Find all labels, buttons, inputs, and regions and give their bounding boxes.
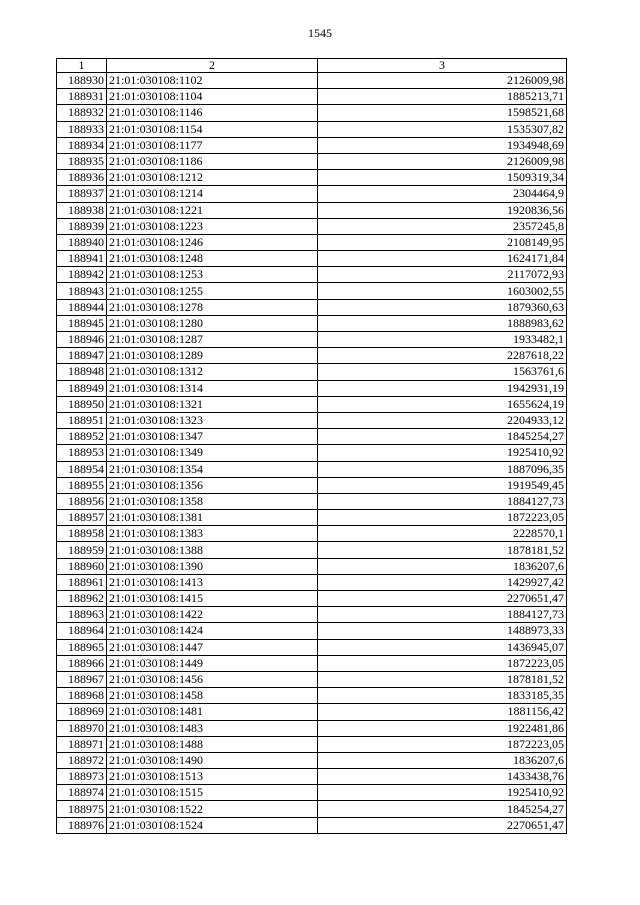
- cadastral-number-cell: 21:01:030108:1388: [107, 542, 318, 558]
- cadastral-value-cell: 1887096,35: [318, 461, 567, 477]
- cadastral-number-cell: 21:01:030108:1483: [107, 720, 318, 736]
- cadastral-value-cell: 1934948,69: [318, 137, 567, 153]
- cadastral-number-cell: 21:01:030108:1381: [107, 510, 318, 526]
- row-number-cell: 188975: [57, 801, 107, 817]
- table-row: [57, 526, 567, 542]
- cadastral-number-cell: 21:01:030108:1104: [107, 89, 318, 105]
- header-row: [57, 59, 567, 73]
- cadastral-value-cell: 1925410,92: [318, 445, 567, 461]
- table-row: [57, 105, 567, 121]
- cadastral-number-cell: 21:01:030108:1449: [107, 655, 318, 671]
- cadastral-value-cell: 2126009,98: [318, 73, 567, 89]
- cadastral-number-cell: 21:01:030108:1287: [107, 332, 318, 348]
- cadastral-value-cell: 1884127,73: [318, 607, 567, 623]
- table-row: [57, 332, 567, 348]
- table-row: [57, 73, 567, 89]
- row-number-cell: 188953: [57, 445, 107, 461]
- row-number-cell: 188971: [57, 736, 107, 752]
- cadastral-value-cell: 1920836,56: [318, 202, 567, 218]
- cadastral-value-cell: 1942931,19: [318, 380, 567, 396]
- table-row: [57, 251, 567, 267]
- table-row: [57, 591, 567, 607]
- cadastral-number-cell: 21:01:030108:1102: [107, 73, 318, 89]
- row-number-cell: 188932: [57, 105, 107, 121]
- cadastral-value-cell: 2228570,1: [318, 526, 567, 542]
- row-number-cell: 188964: [57, 623, 107, 639]
- cadastral-value-cell: 1872223,05: [318, 655, 567, 671]
- row-number-cell: 188965: [57, 639, 107, 655]
- row-number-cell: 188944: [57, 299, 107, 315]
- cadastral-number-cell: 21:01:030108:1223: [107, 218, 318, 234]
- row-number-cell: 188958: [57, 526, 107, 542]
- row-number-cell: 188976: [57, 817, 107, 833]
- cadastral-value-cell: 1603002,55: [318, 283, 567, 299]
- row-number-cell: 188961: [57, 574, 107, 590]
- cadastral-number-cell: 21:01:030108:1177: [107, 137, 318, 153]
- cadastral-value-cell: 1488973,33: [318, 623, 567, 639]
- row-number-cell: 188937: [57, 186, 107, 202]
- cadastral-value-cell: 1933482,1: [318, 332, 567, 348]
- row-number-cell: 188952: [57, 429, 107, 445]
- cadastral-value-cell: 2287618,22: [318, 348, 567, 364]
- cadastral-number-cell: 21:01:030108:1456: [107, 671, 318, 687]
- cadastral-number-cell: 21:01:030108:1522: [107, 801, 318, 817]
- table-row: [57, 234, 567, 250]
- row-number-cell: 188962: [57, 591, 107, 607]
- table-row: [57, 785, 567, 801]
- cadastral-value-cell: 2117072,93: [318, 267, 567, 283]
- row-number-cell: 188974: [57, 785, 107, 801]
- row-number-cell: 188948: [57, 364, 107, 380]
- row-number-cell: 188941: [57, 251, 107, 267]
- cadastral-value-cell: 1881156,42: [318, 704, 567, 720]
- cadastral-number-cell: 21:01:030108:1255: [107, 283, 318, 299]
- cadastral-value-cell: 1878181,52: [318, 671, 567, 687]
- table-row: [57, 639, 567, 655]
- cadastral-number-cell: 21:01:030108:1424: [107, 623, 318, 639]
- cadastral-number-cell: 21:01:030108:1422: [107, 607, 318, 623]
- row-number-cell: 188960: [57, 558, 107, 574]
- row-number-cell: 188938: [57, 202, 107, 218]
- row-number-cell: 188945: [57, 315, 107, 331]
- row-number-cell: 188942: [57, 267, 107, 283]
- cadastral-value-cell: 2270651,47: [318, 591, 567, 607]
- row-number-cell: 188936: [57, 170, 107, 186]
- cadastral-value-cell: 1879360,63: [318, 299, 567, 315]
- table-row: [57, 121, 567, 137]
- cadastral-number-cell: 21:01:030108:1413: [107, 574, 318, 590]
- cadastral-number-cell: 21:01:030108:1390: [107, 558, 318, 574]
- cadastral-value-table: [56, 58, 567, 834]
- row-number-cell: 188963: [57, 607, 107, 623]
- table-row: [57, 89, 567, 105]
- cadastral-number-cell: 21:01:030108:1447: [107, 639, 318, 655]
- table-row: [57, 817, 567, 833]
- table-row: [57, 801, 567, 817]
- cadastral-value-cell: 1884127,73: [318, 493, 567, 509]
- row-number-cell: 188933: [57, 121, 107, 137]
- cadastral-number-cell: 21:01:030108:1278: [107, 299, 318, 315]
- cadastral-number-cell: 21:01:030108:1214: [107, 186, 318, 202]
- cadastral-value-cell: 1509319,34: [318, 170, 567, 186]
- cadastral-number-cell: 21:01:030108:1383: [107, 526, 318, 542]
- row-number-cell: 188930: [57, 73, 107, 89]
- row-number-cell: 188951: [57, 412, 107, 428]
- table-row: [57, 267, 567, 283]
- table-row: [57, 574, 567, 590]
- cadastral-number-cell: 21:01:030108:1248: [107, 251, 318, 267]
- column-header-3: 3: [318, 59, 567, 73]
- cadastral-number-cell: 21:01:030108:1347: [107, 429, 318, 445]
- row-number-cell: 188954: [57, 461, 107, 477]
- table-row: [57, 493, 567, 509]
- row-number-cell: 188940: [57, 234, 107, 250]
- cadastral-number-cell: 21:01:030108:1323: [107, 412, 318, 428]
- cadastral-number-cell: 21:01:030108:1488: [107, 736, 318, 752]
- row-number-cell: 188967: [57, 671, 107, 687]
- row-number-cell: 188970: [57, 720, 107, 736]
- cadastral-value-cell: 2357245,8: [318, 218, 567, 234]
- cadastral-value-cell: 1836207,6: [318, 558, 567, 574]
- cadastral-value-cell: 1429927,42: [318, 574, 567, 590]
- table-row: [57, 364, 567, 380]
- cadastral-value-cell: 2204933,12: [318, 412, 567, 428]
- table-row: [57, 186, 567, 202]
- column-header-1: 1: [57, 59, 107, 73]
- row-number-cell: 188966: [57, 655, 107, 671]
- table-row: [57, 720, 567, 736]
- cadastral-number-cell: 21:01:030108:1154: [107, 121, 318, 137]
- row-number-cell: 188968: [57, 688, 107, 704]
- cadastral-number-cell: 21:01:030108:1253: [107, 267, 318, 283]
- row-number-cell: 188943: [57, 283, 107, 299]
- cadastral-value-cell: 2126009,98: [318, 153, 567, 169]
- row-number-cell: 188950: [57, 396, 107, 412]
- column-header-2: 2: [107, 59, 318, 73]
- cadastral-value-cell: 1836207,6: [318, 752, 567, 768]
- table-row: [57, 542, 567, 558]
- cadastral-number-cell: 21:01:030108:1356: [107, 477, 318, 493]
- cadastral-number-cell: 21:01:030108:1415: [107, 591, 318, 607]
- cadastral-number-cell: 21:01:030108:1314: [107, 380, 318, 396]
- cadastral-value-cell: 1885213,71: [318, 89, 567, 105]
- row-number-cell: 188935: [57, 153, 107, 169]
- table-row: [57, 202, 567, 218]
- cadastral-number-cell: 21:01:030108:1349: [107, 445, 318, 461]
- cadastral-number-cell: 21:01:030108:1513: [107, 769, 318, 785]
- table-row: [57, 412, 567, 428]
- cadastral-number-cell: 21:01:030108:1146: [107, 105, 318, 121]
- cadastral-value-cell: 1535307,82: [318, 121, 567, 137]
- table-row: [57, 218, 567, 234]
- row-number-cell: 188947: [57, 348, 107, 364]
- table-row: [57, 671, 567, 687]
- cadastral-value-cell: 1922481,86: [318, 720, 567, 736]
- cadastral-value-cell: 1845254,27: [318, 429, 567, 445]
- table-body: [57, 73, 567, 834]
- cadastral-value-cell: 1845254,27: [318, 801, 567, 817]
- row-number-cell: 188959: [57, 542, 107, 558]
- cadastral-value-cell: 1888983,62: [318, 315, 567, 331]
- table-row: [57, 348, 567, 364]
- table-row: [57, 315, 567, 331]
- row-number-cell: 188955: [57, 477, 107, 493]
- table-row: [57, 607, 567, 623]
- table-row: [57, 477, 567, 493]
- table-row: [57, 170, 567, 186]
- table-row: [57, 510, 567, 526]
- cadastral-value-cell: 1655624,19: [318, 396, 567, 412]
- table-row: [57, 445, 567, 461]
- table-row: [57, 688, 567, 704]
- cadastral-number-cell: 21:01:030108:1321: [107, 396, 318, 412]
- row-number-cell: 188973: [57, 769, 107, 785]
- row-number-cell: 188949: [57, 380, 107, 396]
- cadastral-number-cell: 21:01:030108:1212: [107, 170, 318, 186]
- cadastral-number-cell: 21:01:030108:1246: [107, 234, 318, 250]
- row-number-cell: 188957: [57, 510, 107, 526]
- row-number-cell: 188972: [57, 752, 107, 768]
- cadastral-number-cell: 21:01:030108:1289: [107, 348, 318, 364]
- table-row: [57, 623, 567, 639]
- cadastral-value-cell: 1925410,92: [318, 785, 567, 801]
- page-number: 1545: [308, 26, 332, 40]
- cadastral-value-cell: 1563761,6: [318, 364, 567, 380]
- cadastral-value-cell: 1872223,05: [318, 736, 567, 752]
- cadastral-number-cell: 21:01:030108:1490: [107, 752, 318, 768]
- table-row: [57, 736, 567, 752]
- table-row: [57, 752, 567, 768]
- row-number-cell: 188946: [57, 332, 107, 348]
- cadastral-number-cell: 21:01:030108:1186: [107, 153, 318, 169]
- cadastral-number-cell: 21:01:030108:1358: [107, 493, 318, 509]
- table-row: [57, 769, 567, 785]
- cadastral-value-cell: 2108149,95: [318, 234, 567, 250]
- cadastral-value-cell: 2304464,9: [318, 186, 567, 202]
- table-row: [57, 558, 567, 574]
- cadastral-number-cell: 21:01:030108:1481: [107, 704, 318, 720]
- table-row: [57, 704, 567, 720]
- table-row: [57, 153, 567, 169]
- table-row: [57, 429, 567, 445]
- cadastral-value-cell: 1598521,68: [318, 105, 567, 121]
- cadastral-number-cell: 21:01:030108:1280: [107, 315, 318, 331]
- cadastral-value-cell: 1919549,45: [318, 477, 567, 493]
- cadastral-value-cell: 1436945,07: [318, 639, 567, 655]
- table-row: [57, 380, 567, 396]
- cadastral-value-cell: 1878181,52: [318, 542, 567, 558]
- cadastral-number-cell: 21:01:030108:1312: [107, 364, 318, 380]
- cadastral-number-cell: 21:01:030108:1354: [107, 461, 318, 477]
- row-number-cell: 188931: [57, 89, 107, 105]
- cadastral-number-cell: 21:01:030108:1524: [107, 817, 318, 833]
- table-row: [57, 137, 567, 153]
- row-number-cell: 188969: [57, 704, 107, 720]
- cadastral-number-cell: 21:01:030108:1458: [107, 688, 318, 704]
- row-number-cell: 188934: [57, 137, 107, 153]
- cadastral-number-cell: 21:01:030108:1515: [107, 785, 318, 801]
- table-row: [57, 299, 567, 315]
- cadastral-value-cell: 2270651,47: [318, 817, 567, 833]
- table-row: [57, 283, 567, 299]
- cadastral-value-cell: 1872223,05: [318, 510, 567, 526]
- cadastral-number-cell: 21:01:030108:1221: [107, 202, 318, 218]
- table-row: [57, 461, 567, 477]
- row-number-cell: 188939: [57, 218, 107, 234]
- cadastral-value-cell: 1624171,84: [318, 251, 567, 267]
- row-number-cell: 188956: [57, 493, 107, 509]
- table-row: [57, 655, 567, 671]
- cadastral-value-cell: 1433438,76: [318, 769, 567, 785]
- cadastral-value-cell: 1833185,35: [318, 688, 567, 704]
- table-row: [57, 396, 567, 412]
